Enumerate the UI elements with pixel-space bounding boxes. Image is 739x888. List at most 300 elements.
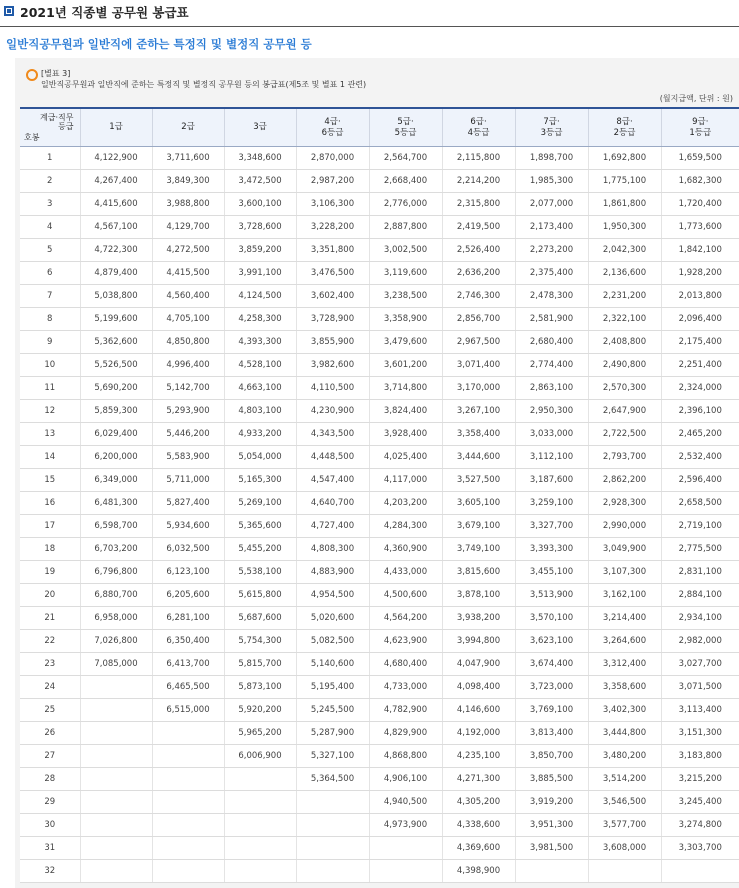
salary-cell: 4,623,900 [369,630,442,653]
salary-cell: 4,954,500 [296,584,369,607]
salary-cell: 3,878,100 [442,584,515,607]
salary-cell: 4,808,300 [296,538,369,561]
salary-cell: 6,796,800 [80,561,152,584]
salary-cell: 2,322,100 [588,308,661,331]
salary-cell: 3,981,500 [515,837,588,860]
salary-cell [296,791,369,814]
salary-cell: 2,746,300 [442,285,515,308]
step-number-cell: 16 [20,492,80,515]
salary-cell: 2,776,000 [369,193,442,216]
step-number-cell: 7 [20,285,80,308]
unit-note: (월지급액, 단위 : 원) [659,94,733,103]
step-number-cell: 30 [20,814,80,837]
salary-cell: 2,077,000 [515,193,588,216]
step-number-cell: 10 [20,354,80,377]
salary-cell: 2,658,500 [661,492,739,515]
salary-cell: 6,350,400 [152,630,224,653]
salary-cell: 1,775,100 [588,170,661,193]
step-number-cell: 12 [20,400,80,423]
salary-cell: 5,287,900 [296,722,369,745]
salary-cell: 1,682,300 [661,170,739,193]
table-row [20,837,739,860]
salary-cell: 5,195,400 [296,676,369,699]
salary-cell: 4,727,400 [296,515,369,538]
salary-cell: 3,228,200 [296,216,369,239]
table-description: 일반직공무원과 일반직에 준하는 특정직 및 별정직 공무원 등의 봉급표(제5조 및 별표 1 관련) [41,80,367,89]
step-number-cell: 4 [20,216,80,239]
salary-cell: 4,973,900 [369,814,442,837]
salary-cell: 3,267,100 [442,400,515,423]
salary-cell [152,722,224,745]
salary-cell: 4,528,100 [224,354,296,377]
salary-cell: 6,481,300 [80,492,152,515]
salary-cell [80,837,152,860]
step-number-cell: 1 [20,147,80,170]
table-row [20,607,739,630]
salary-cell: 2,774,400 [515,354,588,377]
grade-header-5: 5급· 5등급 [369,108,442,147]
salary-table [20,107,739,883]
salary-cell: 2,775,500 [661,538,739,561]
salary-cell: 1,692,800 [588,147,661,170]
salary-cell: 3,027,700 [661,653,739,676]
salary-cell: 4,547,400 [296,469,369,492]
salary-cell: 5,362,600 [80,331,152,354]
salary-cell: 2,526,400 [442,239,515,262]
salary-cell: 4,680,400 [369,653,442,676]
table-row [20,860,739,883]
salary-cell: 2,680,400 [515,331,588,354]
salary-cell [152,768,224,791]
salary-cell: 4,879,400 [80,262,152,285]
section-title: 일반직공무원과 일반직에 준하는 특정직 및 별정직 공무원 등 [6,37,312,51]
salary-cell: 1,773,600 [661,216,739,239]
salary-cell: 2,950,300 [515,400,588,423]
salary-cell [296,860,369,883]
step-number-cell: 27 [20,745,80,768]
salary-cell: 3,546,500 [588,791,661,814]
corner-grade-label: 계급·직무 등급 [40,113,74,131]
table-row [20,584,739,607]
salary-cell: 2,419,500 [442,216,515,239]
table-row [20,699,739,722]
salary-cell [152,745,224,768]
table-row [20,446,739,469]
salary-cell: 3,187,600 [515,469,588,492]
salary-cell: 6,413,700 [152,653,224,676]
salary-cell: 3,608,000 [588,837,661,860]
grade-header-7: 7급· 3등급 [515,108,588,147]
salary-cell: 3,170,000 [442,377,515,400]
salary-cell: 4,192,000 [442,722,515,745]
salary-cell: 2,532,400 [661,446,739,469]
salary-cell: 3,951,300 [515,814,588,837]
salary-cell: 3,674,400 [515,653,588,676]
salary-cell [224,768,296,791]
salary-cell: 4,733,000 [369,676,442,699]
salary-cell: 5,859,300 [80,400,152,423]
salary-cell: 3,601,200 [369,354,442,377]
salary-cell: 4,640,700 [296,492,369,515]
salary-cell: 5,687,600 [224,607,296,630]
salary-cell [296,837,369,860]
salary-cell: 4,338,600 [442,814,515,837]
salary-cell: 4,098,400 [442,676,515,699]
salary-cell [369,860,442,883]
salary-cell: 2,647,900 [588,400,661,423]
salary-cell [588,860,661,883]
table-row [20,561,739,584]
salary-cell: 5,615,800 [224,584,296,607]
salary-cell: 4,343,500 [296,423,369,446]
salary-cell: 3,274,800 [661,814,739,837]
salary-cell: 3,527,500 [442,469,515,492]
salary-cell: 3,711,600 [152,147,224,170]
salary-cell: 5,082,500 [296,630,369,653]
salary-cell: 2,396,100 [661,400,739,423]
salary-cell: 5,583,900 [152,446,224,469]
salary-cell: 6,703,200 [80,538,152,561]
table-row [20,492,739,515]
salary-cell: 3,033,000 [515,423,588,446]
salary-cell: 5,455,200 [224,538,296,561]
salary-cell: 3,602,400 [296,285,369,308]
salary-cell: 3,859,200 [224,239,296,262]
salary-cell: 3,214,400 [588,607,661,630]
salary-cell: 3,444,600 [442,446,515,469]
salary-cell: 2,987,200 [296,170,369,193]
salary-cell: 1,861,800 [588,193,661,216]
salary-cell: 3,348,600 [224,147,296,170]
salary-cell: 2,870,000 [296,147,369,170]
salary-cell: 6,029,400 [80,423,152,446]
salary-cell: 3,259,100 [515,492,588,515]
table-row [20,653,739,676]
salary-cell: 2,042,300 [588,239,661,262]
salary-cell: 6,958,000 [80,607,152,630]
salary-cell [515,860,588,883]
salary-cell: 5,038,800 [80,285,152,308]
salary-cell: 3,855,900 [296,331,369,354]
salary-cell [80,676,152,699]
salary-cell: 2,719,100 [661,515,739,538]
salary-cell: 5,965,200 [224,722,296,745]
salary-cell: 3,071,500 [661,676,739,699]
salary-cell: 6,465,500 [152,676,224,699]
salary-cell: 4,722,300 [80,239,152,262]
salary-cell: 7,085,000 [80,653,152,676]
salary-cell: 2,175,400 [661,331,739,354]
bullet-circle-icon [26,69,38,81]
salary-cell: 2,928,300 [588,492,661,515]
salary-cell: 3,824,400 [369,400,442,423]
salary-cell: 3,919,200 [515,791,588,814]
salary-cell: 4,271,300 [442,768,515,791]
salary-cell: 5,526,500 [80,354,152,377]
salary-cell: 6,598,700 [80,515,152,538]
salary-cell: 4,433,000 [369,561,442,584]
salary-cell: 5,364,500 [296,768,369,791]
salary-cell: 2,668,400 [369,170,442,193]
table-row [20,768,739,791]
salary-cell: 5,365,600 [224,515,296,538]
step-number-cell: 5 [20,239,80,262]
step-number-cell: 13 [20,423,80,446]
table-row [20,538,739,561]
salary-cell: 5,269,100 [224,492,296,515]
salary-cell: 3,112,100 [515,446,588,469]
salary-cell: 3,769,100 [515,699,588,722]
salary-cell: 4,560,400 [152,285,224,308]
salary-cell: 3,728,600 [224,216,296,239]
salary-cell: 3,162,100 [588,584,661,607]
salary-cell: 2,793,700 [588,446,661,469]
salary-cell: 2,887,800 [369,216,442,239]
salary-cell: 4,883,900 [296,561,369,584]
salary-cell: 5,815,700 [224,653,296,676]
salary-cell: 3,472,500 [224,170,296,193]
salary-cell [80,860,152,883]
salary-cell: 3,850,700 [515,745,588,768]
salary-cell: 3,476,500 [296,262,369,285]
salary-cell: 6,205,600 [152,584,224,607]
step-number-cell: 17 [20,515,80,538]
salary-cell: 6,515,000 [152,699,224,722]
salary-cell: 2,324,000 [661,377,739,400]
table-row [20,722,739,745]
salary-cell: 3,402,300 [588,699,661,722]
salary-cell: 4,305,200 [442,791,515,814]
salary-cell: 3,679,100 [442,515,515,538]
page-header [0,0,739,27]
salary-cell: 2,581,900 [515,308,588,331]
table-row [20,308,739,331]
salary-cell: 4,933,200 [224,423,296,446]
salary-cell: 4,940,500 [369,791,442,814]
table-row [20,676,739,699]
salary-cell: 4,146,600 [442,699,515,722]
salary-cell: 3,444,800 [588,722,661,745]
salary-cell: 3,238,500 [369,285,442,308]
step-number-cell: 14 [20,446,80,469]
salary-cell: 2,967,500 [442,331,515,354]
salary-cell: 6,200,000 [80,446,152,469]
salary-cell: 2,990,000 [588,515,661,538]
salary-cell [152,860,224,883]
salary-cell: 1,928,200 [661,262,739,285]
salary-cell: 5,293,900 [152,400,224,423]
salary-cell: 3,728,900 [296,308,369,331]
salary-cell: 4,110,500 [296,377,369,400]
grade-header-1: 1급 [80,108,152,147]
salary-cell: 3,107,300 [588,561,661,584]
salary-cell: 2,478,300 [515,285,588,308]
table-row [20,354,739,377]
salary-cell: 2,884,100 [661,584,739,607]
table-row [20,630,739,653]
salary-cell: 3,106,300 [296,193,369,216]
salary-cell: 3,264,600 [588,630,661,653]
table-row [20,423,739,446]
appendix-label: [별표 3] [41,69,71,78]
grade-header-4: 4급· 6등급 [296,108,369,147]
salary-cell: 3,749,100 [442,538,515,561]
table-row [20,515,739,538]
salary-cell: 4,906,100 [369,768,442,791]
salary-cell: 1,985,300 [515,170,588,193]
salary-cell: 3,849,300 [152,170,224,193]
table-header-row [20,108,739,147]
step-number-cell: 19 [20,561,80,584]
salary-cell: 3,312,400 [588,653,661,676]
salary-cell: 3,215,200 [661,768,739,791]
salary-cell: 3,513,900 [515,584,588,607]
salary-cell: 2,856,700 [442,308,515,331]
salary-cell: 4,284,300 [369,515,442,538]
salary-cell: 6,032,500 [152,538,224,561]
grade-header-9: 9급· 1등급 [661,108,739,147]
salary-cell: 3,002,500 [369,239,442,262]
grade-header-6: 6급· 4등급 [442,108,515,147]
salary-cell: 1,720,400 [661,193,739,216]
salary-cell: 3,813,400 [515,722,588,745]
salary-cell: 5,754,300 [224,630,296,653]
salary-cell: 3,151,300 [661,722,739,745]
salary-cell: 4,996,400 [152,354,224,377]
step-number-cell: 28 [20,768,80,791]
salary-cell: 5,538,100 [224,561,296,584]
salary-cell: 3,928,400 [369,423,442,446]
salary-cell: 3,988,800 [152,193,224,216]
table-row [20,814,739,837]
step-number-cell: 21 [20,607,80,630]
grade-header-3: 3급 [224,108,296,147]
salary-cell: 2,408,800 [588,331,661,354]
salary-cell: 4,868,800 [369,745,442,768]
salary-cell: 5,873,100 [224,676,296,699]
salary-cell: 4,122,900 [80,147,152,170]
table-row [20,745,739,768]
salary-cell: 3,714,800 [369,377,442,400]
salary-cell: 2,722,500 [588,423,661,446]
salary-cell [152,791,224,814]
salary-cell: 1,898,700 [515,147,588,170]
corner-step-label: 호봉 [24,133,40,142]
salary-cell: 3,570,100 [515,607,588,630]
salary-cell: 2,982,000 [661,630,739,653]
table-row [20,331,739,354]
salary-cell: 2,862,200 [588,469,661,492]
salary-cell: 4,567,100 [80,216,152,239]
salary-cell: 4,124,500 [224,285,296,308]
salary-cell: 3,358,900 [369,308,442,331]
salary-cell: 4,235,100 [442,745,515,768]
step-number-cell: 26 [20,722,80,745]
salary-cell [224,791,296,814]
salary-cell: 3,577,700 [588,814,661,837]
salary-cell: 4,705,100 [152,308,224,331]
salary-cell: 2,863,100 [515,377,588,400]
salary-cell: 4,398,900 [442,860,515,883]
salary-cell: 4,663,100 [224,377,296,400]
step-number-cell: 23 [20,653,80,676]
salary-cell: 5,690,200 [80,377,152,400]
salary-cell: 4,803,100 [224,400,296,423]
salary-cell: 1,842,100 [661,239,739,262]
grade-header-2: 2급 [152,108,224,147]
salary-cell: 3,327,700 [515,515,588,538]
step-number-cell: 8 [20,308,80,331]
table-row [20,216,739,239]
salary-cell: 6,123,100 [152,561,224,584]
salary-cell: 3,994,800 [442,630,515,653]
table-row [20,285,739,308]
salary-cell: 4,415,500 [152,262,224,285]
salary-cell: 2,173,400 [515,216,588,239]
step-number-cell: 29 [20,791,80,814]
salary-cell: 2,115,800 [442,147,515,170]
salary-cell: 5,711,000 [152,469,224,492]
salary-cell: 4,500,600 [369,584,442,607]
table-row [20,239,739,262]
salary-cell: 4,360,900 [369,538,442,561]
salary-cell [80,745,152,768]
table-row [20,469,739,492]
salary-cell [80,791,152,814]
salary-cell: 7,026,800 [80,630,152,653]
salary-cell: 3,480,200 [588,745,661,768]
salary-cell: 5,934,600 [152,515,224,538]
salary-cell: 4,415,600 [80,193,152,216]
salary-cell: 5,827,400 [152,492,224,515]
salary-cell: 3,071,400 [442,354,515,377]
salary-cell [80,768,152,791]
salary-cell: 2,831,100 [661,561,739,584]
salary-cell: 5,020,600 [296,607,369,630]
salary-cell: 4,047,900 [442,653,515,676]
salary-cell: 2,596,400 [661,469,739,492]
salary-cell: 3,514,200 [588,768,661,791]
salary-cell: 1,659,500 [661,147,739,170]
salary-cell: 2,490,800 [588,354,661,377]
table-row [20,262,739,285]
salary-cell: 5,920,200 [224,699,296,722]
step-number-cell: 9 [20,331,80,354]
salary-cell: 3,938,200 [442,607,515,630]
salary-cell: 2,934,100 [661,607,739,630]
salary-cell: 2,564,700 [369,147,442,170]
salary-cell: 3,885,500 [515,768,588,791]
salary-cell: 4,129,700 [152,216,224,239]
step-number-cell: 32 [20,860,80,883]
step-number-cell: 11 [20,377,80,400]
step-number-cell: 3 [20,193,80,216]
corner-header-cell [20,108,80,147]
salary-cell: 3,113,400 [661,699,739,722]
step-number-cell: 2 [20,170,80,193]
salary-cell: 3,351,800 [296,239,369,262]
grade-header-8: 8급· 2등급 [588,108,661,147]
salary-cell [80,722,152,745]
salary-cell: 3,358,400 [442,423,515,446]
salary-cell: 4,393,300 [224,331,296,354]
salary-cell: 2,315,800 [442,193,515,216]
salary-cell: 3,815,600 [442,561,515,584]
salary-cell: 2,636,200 [442,262,515,285]
salary-cell: 2,465,200 [661,423,739,446]
step-number-cell: 22 [20,630,80,653]
salary-cell: 4,203,200 [369,492,442,515]
